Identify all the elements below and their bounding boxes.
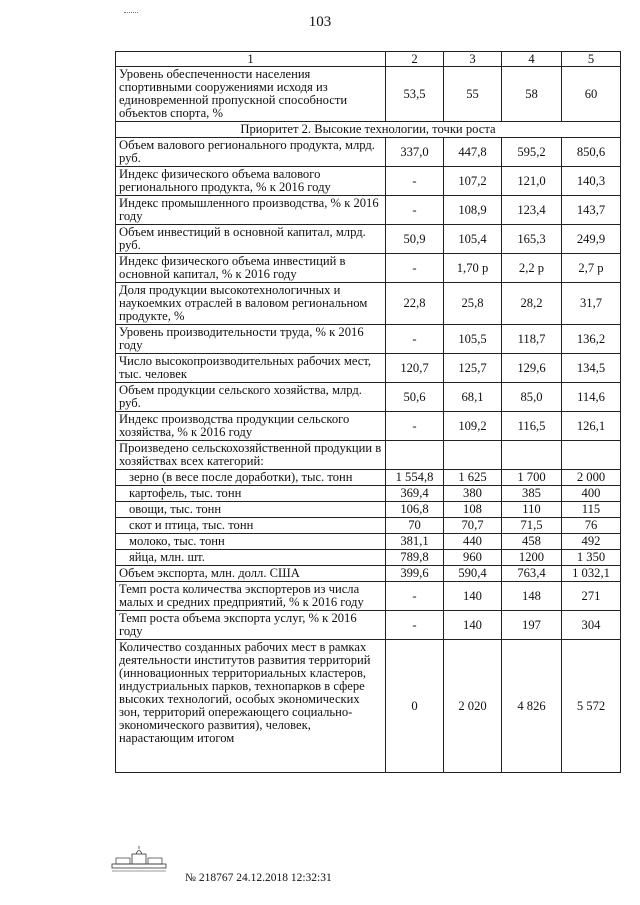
- value-cell: 381,1: [386, 534, 444, 550]
- value-cell: 165,3: [502, 225, 562, 254]
- value-cell: 50,9: [386, 225, 444, 254]
- table-row: [116, 196, 621, 225]
- value-cell: 136,2: [562, 325, 621, 354]
- value-cell: 143,7: [562, 196, 621, 225]
- value-cell: 108,9: [444, 196, 502, 225]
- government-logo: [108, 844, 170, 874]
- indicator-label: Индекс промышленного производства, % к 2016 году: [116, 196, 386, 225]
- value-cell: [562, 441, 621, 470]
- header-cell: 1: [116, 52, 386, 67]
- table-row: [116, 354, 621, 383]
- table-row: [116, 283, 621, 325]
- indicator-label: Индекс физического объема валового регионального продукта, % к 2016 году: [116, 167, 386, 196]
- table-row: [116, 550, 621, 566]
- value-cell: 22,8: [386, 283, 444, 325]
- value-cell: 5 572: [562, 640, 621, 773]
- table-row: [116, 138, 621, 167]
- value-cell: 31,7: [562, 283, 621, 325]
- table-row: [116, 534, 621, 550]
- table-row: [116, 167, 621, 196]
- value-cell: 105,4: [444, 225, 502, 254]
- value-cell: 134,5: [562, 354, 621, 383]
- value-cell: 590,4: [444, 566, 502, 582]
- value-cell: 2,2 р: [502, 254, 562, 283]
- value-cell: 2,7 р: [562, 254, 621, 283]
- value-cell: -: [386, 582, 444, 611]
- value-cell: 50,6: [386, 383, 444, 412]
- table-row: [116, 441, 621, 470]
- value-cell: 0: [386, 640, 444, 773]
- indicator-label: яйца, млн. шт.: [116, 550, 386, 566]
- indicator-label: зерно (в весе после доработки), тыс. тонн: [116, 470, 386, 486]
- value-cell: 115: [562, 502, 621, 518]
- indicator-label: Темп роста количества экспортеров из числа малых и средних предприятий, % к 2016 году: [116, 582, 386, 611]
- table-row: [116, 640, 621, 773]
- section-row: [116, 122, 621, 138]
- value-cell: 2 020: [444, 640, 502, 773]
- value-cell: 1 554,8: [386, 470, 444, 486]
- indicator-label: Объем продукции сельского хозяйства, млрд. руб.: [116, 383, 386, 412]
- value-cell: 114,6: [562, 383, 621, 412]
- table-row: [116, 502, 621, 518]
- value-cell: 110: [502, 502, 562, 518]
- header-cell: 2: [386, 52, 444, 67]
- value-cell: 304: [562, 611, 621, 640]
- value-cell: 107,2: [444, 167, 502, 196]
- value-cell: 197: [502, 611, 562, 640]
- value-cell: 1200: [502, 550, 562, 566]
- indicators-table: [115, 51, 621, 773]
- value-cell: [444, 441, 502, 470]
- table-row: [116, 383, 621, 412]
- header-cell: 5: [562, 52, 621, 67]
- table-row: [116, 67, 621, 122]
- indicator-label: Объем валового регионального продукта, млрд. руб.: [116, 138, 386, 167]
- indicator-label: Индекс производства продукции сельского хозяйства, % к 2016 году: [116, 412, 386, 441]
- indicator-label: Индекс физического объема инвестиций в основной капитал, % к 2016 году: [116, 254, 386, 283]
- value-cell: -: [386, 611, 444, 640]
- value-cell: 60: [562, 67, 621, 122]
- value-cell: 4 826: [502, 640, 562, 773]
- indicator-label: Число высокопроизводительных рабочих мест, тыс. человек: [116, 354, 386, 383]
- value-cell: 123,4: [502, 196, 562, 225]
- indicator-label: Уровень производительности труда, % к 2016 году: [116, 325, 386, 354]
- value-cell: 458: [502, 534, 562, 550]
- value-cell: 380: [444, 486, 502, 502]
- value-cell: 25,8: [444, 283, 502, 325]
- value-cell: 129,6: [502, 354, 562, 383]
- indicator-label: Объем инвестиций в основной капитал, млрд. руб.: [116, 225, 386, 254]
- header-cell: 3: [444, 52, 502, 67]
- value-cell: 1 032,1: [562, 566, 621, 582]
- value-cell: 385: [502, 486, 562, 502]
- value-cell: [386, 441, 444, 470]
- value-cell: 763,4: [502, 566, 562, 582]
- value-cell: 68,1: [444, 383, 502, 412]
- table-row: [116, 412, 621, 441]
- value-cell: 1 350: [562, 550, 621, 566]
- value-cell: 53,5: [386, 67, 444, 122]
- indicator-label: молоко, тыс. тонн: [116, 534, 386, 550]
- value-cell: 369,4: [386, 486, 444, 502]
- value-cell: -: [386, 412, 444, 441]
- value-cell: 2 000: [562, 470, 621, 486]
- table-row: [116, 254, 621, 283]
- value-cell: 140: [444, 582, 502, 611]
- value-cell: 118,7: [502, 325, 562, 354]
- header-cell: 4: [502, 52, 562, 67]
- value-cell: 960: [444, 550, 502, 566]
- indicator-label: картофель, тыс. тонн: [116, 486, 386, 502]
- table-row: [116, 325, 621, 354]
- value-cell: 121,0: [502, 167, 562, 196]
- value-cell: 271: [562, 582, 621, 611]
- value-cell: 120,7: [386, 354, 444, 383]
- value-cell: 399,6: [386, 566, 444, 582]
- value-cell: 337,0: [386, 138, 444, 167]
- value-cell: 109,2: [444, 412, 502, 441]
- value-cell: 58: [502, 67, 562, 122]
- table-row: [116, 486, 621, 502]
- table-row: [116, 566, 621, 582]
- value-cell: 492: [562, 534, 621, 550]
- value-cell: 148: [502, 582, 562, 611]
- value-cell: 440: [444, 534, 502, 550]
- value-cell: 125,7: [444, 354, 502, 383]
- value-cell: 249,9: [562, 225, 621, 254]
- value-cell: 85,0: [502, 383, 562, 412]
- indicator-label: Произведено сельскохозяйственной продукции в хозяйствах всех категорий:: [116, 441, 386, 470]
- indicator-label: овощи, тыс. тонн: [116, 502, 386, 518]
- indicator-label: скот и птица, тыс. тонн: [116, 518, 386, 534]
- indicator-label: Уровень обеспеченности населения спортивными сооружениями исходя из единовременной пропускной способности объектов спорта, %: [116, 67, 386, 122]
- value-cell: 1,70 р: [444, 254, 502, 283]
- value-cell: -: [386, 325, 444, 354]
- indicator-label: Объем экспорта, млн. долл. США: [116, 566, 386, 582]
- value-cell: -: [386, 254, 444, 283]
- document-stamp: № 218767 24.12.2018 12:32:31: [185, 872, 332, 884]
- value-cell: 140,3: [562, 167, 621, 196]
- value-cell: 595,2: [502, 138, 562, 167]
- table-row: [116, 582, 621, 611]
- value-cell: 28,2: [502, 283, 562, 325]
- indicator-label: Темп роста объема экспорта услуг, % к 2016 году: [116, 611, 386, 640]
- value-cell: 400: [562, 486, 621, 502]
- value-cell: 850,6: [562, 138, 621, 167]
- value-cell: 55: [444, 67, 502, 122]
- table-row: [116, 470, 621, 486]
- value-cell: 126,1: [562, 412, 621, 441]
- value-cell: -: [386, 196, 444, 225]
- value-cell: 116,5: [502, 412, 562, 441]
- page-number: 103: [308, 14, 332, 30]
- table-body: [116, 67, 621, 773]
- header-row: [116, 52, 621, 67]
- value-cell: 108: [444, 502, 502, 518]
- value-cell: 789,8: [386, 550, 444, 566]
- value-cell: -: [386, 167, 444, 196]
- value-cell: 447,8: [444, 138, 502, 167]
- value-cell: [502, 441, 562, 470]
- value-cell: 1 700: [502, 470, 562, 486]
- section-title: Приоритет 2. Высокие технологии, точки роста: [116, 122, 621, 138]
- value-cell: 70,7: [444, 518, 502, 534]
- value-cell: 1 625: [444, 470, 502, 486]
- table-row: [116, 225, 621, 254]
- indicator-label: Количество созданных рабочих мест в рамках деятельности институтов развития территорий (инновационных территориальных кластеров, индустриальных парков, технопарков в сфере высоких технологий, особых экономических зон, территорий опережающего социально-экономического развития), человек, нарастающим итогом: [116, 640, 386, 773]
- indicator-label: Доля продукции высокотехнологичных и наукоемких отраслей в валовом региональном продукте, %: [116, 283, 386, 325]
- value-cell: 106,8: [386, 502, 444, 518]
- value-cell: 71,5: [502, 518, 562, 534]
- value-cell: 105,5: [444, 325, 502, 354]
- value-cell: 140: [444, 611, 502, 640]
- value-cell: 70: [386, 518, 444, 534]
- value-cell: 76: [562, 518, 621, 534]
- table-row: [116, 518, 621, 534]
- table-row: [116, 611, 621, 640]
